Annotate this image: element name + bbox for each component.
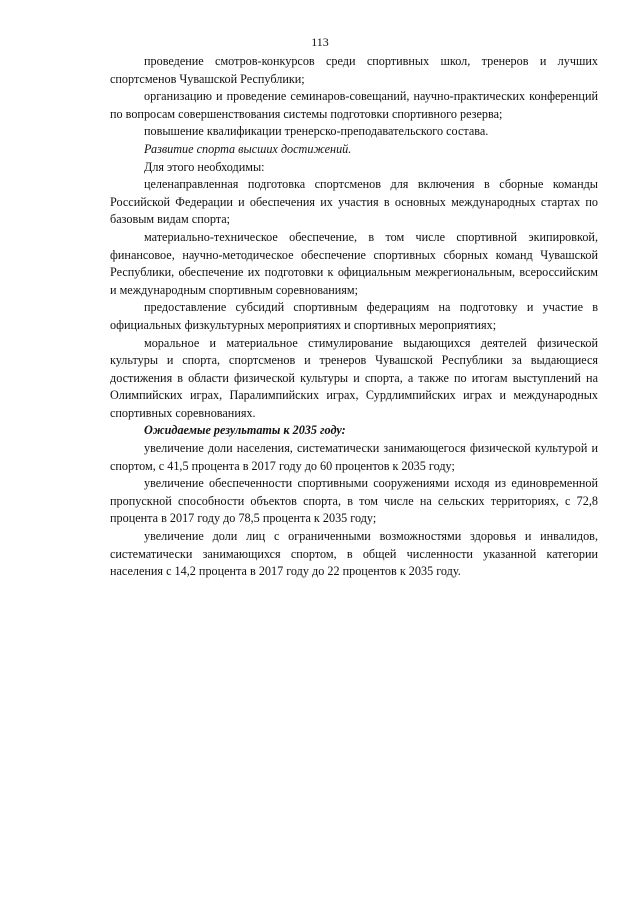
paragraph-result-population-share: увеличение доли населения, систематически занимающегося физической культурой и спортом, с 41,5 процента в 2017 году до 60 процентов к 2035 году;: [110, 441, 598, 473]
paragraph-material-support: материально-техническое обеспечение, в том числе спортивной экипировкой, финансовое, научно-методическое обеспечение спортивных сборных команд Чувашской Республики, обеспечение их подготовки к официальным межрегиональным, всероссийским и международным спортивным соревнованиям;: [110, 229, 598, 297]
paragraph-athlete-training: целенаправленная подготовка спортсменов для включения в сборные команды Российской Федерации и обеспечения их участия в основных международных стартах по базовым видам спорта;: [110, 177, 598, 227]
paragraph-result-disabled-share: увеличение доли лиц с ограниченными возможностями здоровья и инвалидов, систематически занимающихся спортом, в общей численности указанной категории населения с 14,2 процента в 2017 году до 22 процентов к 2035 году.: [110, 529, 598, 579]
paragraph-qualification: повышение квалификации тренерско-преподавательского состава.: [144, 124, 489, 139]
page-number: 113: [311, 35, 329, 49]
paragraph-result-facilities: увеличение обеспеченности спортивными сооружениями исходя из единовременной пропускной способности объектов спорта, в том числе на сельских территориях, с 72,8 процента в 2017 году до 78,5 процента к 2035 году;: [110, 476, 598, 526]
section-heading-high-achievement: Развитие спорта высших достижений.: [144, 141, 352, 156]
body-text: [110, 53, 598, 581]
paragraph-seminars: организацию и проведение семинаров-совещаний, научно-практических конференций по вопросам совершенствования системы подготовки спортивного резерва;: [110, 89, 598, 121]
section-heading-expected-results: Ожидаемые результаты к 2035 году:: [144, 423, 346, 438]
paragraph-subsidies: предоставление субсидий спортивным федерациям на подготовку и участие в официальных физкультурных мероприятиях и спортивных мероприятиях;: [110, 300, 598, 332]
paragraph-reviews-competitions: проведение смотров-конкурсов среди спортивных школ, тренеров и лучших спортсменов Чувашской Республики;: [110, 54, 598, 86]
paragraph-requirements-intro: Для этого необходимы:: [144, 159, 265, 174]
paragraph-incentives: моральное и материальное стимулирование выдающихся деятелей физической культуры и спорта, спортсменов и тренеров Чувашской Республики за выдающиеся достижения в области физической культуры и спорта, а также по итогам выступлений на Олимпийских играх, Паралимпийских играх, Сурдлимпийских играх и международных спортивных соревнованиях.: [110, 335, 598, 420]
